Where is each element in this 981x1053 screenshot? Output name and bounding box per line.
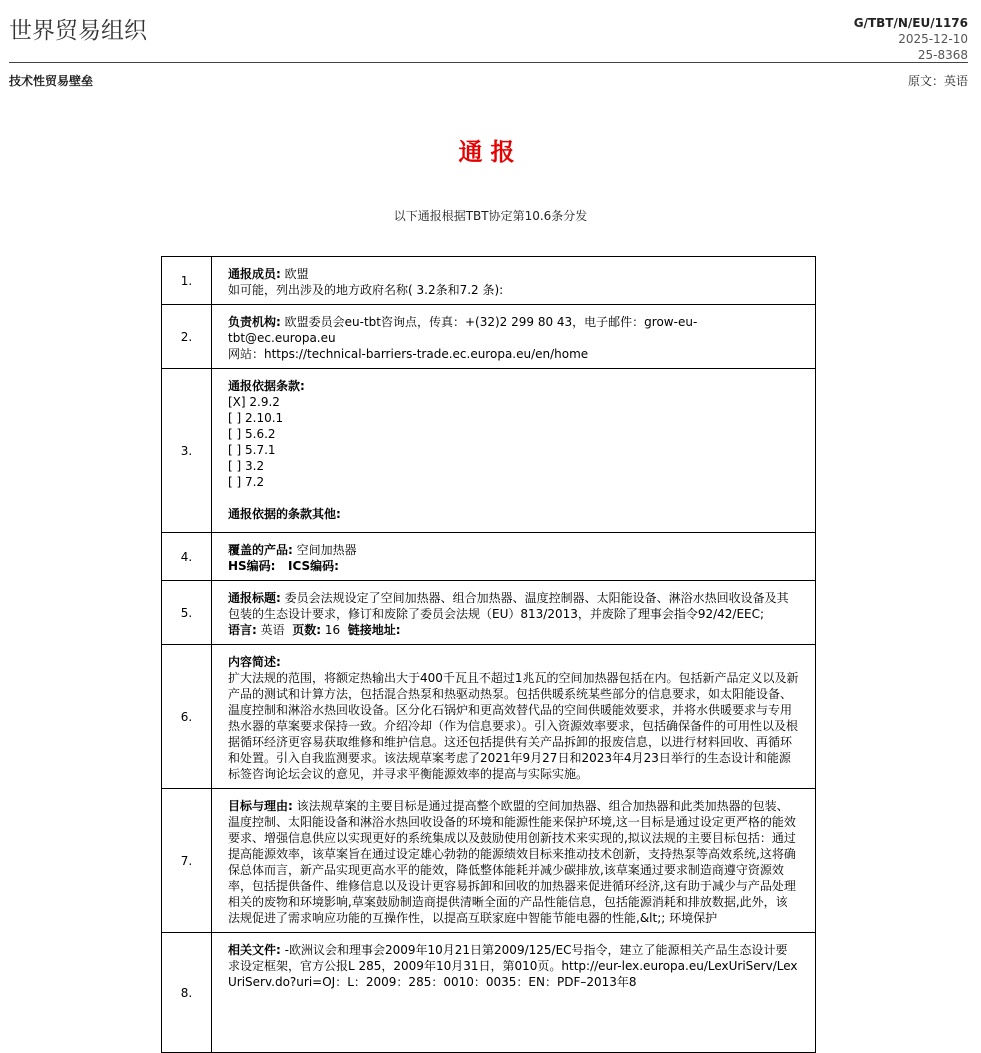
table-row xyxy=(162,581,816,645)
pages-value: 16 xyxy=(321,623,348,637)
field-label: 通报依据条款: xyxy=(228,379,305,393)
member-value: 欧盟 xyxy=(280,267,309,281)
field-label: 覆盖的产品: xyxy=(228,543,293,557)
hs-ics-codes: HS编码: ICS编码: xyxy=(228,559,339,573)
section-label: 技术性贸易壁垒 xyxy=(9,74,94,88)
title-value: 委员会法规设定了空间加热器、组合加热器、温度控制器、太阳能设备、淋浴水热回收设备及其包装的生态设计要求，修订和废除了委员会法规（EU）813/2013，并废除了理事会指令92/42/EEC; xyxy=(228,591,789,621)
description-text: 扩大法规的范围，将额定热输出大于400千瓦且不超过1兆瓦的空间加热器包括在内。包括新产品定义以及新产品的测试和计算方法，包括混合热泵和热驱动热泵。包括供暖系统某些部分的信息要求，如太阳能设备、温度控制和淋浴水热回收设备。区分化石锅炉和更高效替代品的空间供暖能效要求，并将水供暖要求与专用热水器的草案要求保持一致。介绍冷却（作为信息要求）。引入资源效率要求，包括确保备件的可用性以及根据循环经济更容易获取维修和维护信息。这还包括提供有关产品拆卸的报废信息，以进行材料回收、再循环和处置。引入自我监测要求。该法规草案考虑了2021年9月27日和2023年4月23日举行的生态设计和能源标签咨询论坛会议的意见，并寻求平衡能源效率的提高与实际实施。 xyxy=(228,671,799,781)
field-label: 通报成员: xyxy=(228,267,281,281)
table-row xyxy=(162,533,816,581)
org-title: 世界贸易组织 xyxy=(9,18,147,44)
language-value: 英语 xyxy=(256,623,293,637)
other-articles-label: 通报依据的条款其他: xyxy=(228,507,341,521)
row-content xyxy=(212,257,816,305)
article-item: [ ] 5.7.1 xyxy=(228,443,276,457)
article-item: [ ] 3.2 xyxy=(228,459,265,473)
doc-symbol: G/TBT/N/EU/1176 xyxy=(853,16,968,30)
local-gov-text: 如可能，列出涉及的地方政府名称( 3.2条和7.2 条): xyxy=(228,283,504,297)
article-item: [ ] 5.6.2 xyxy=(228,427,276,441)
agency-website: 网站：https://technical-barriers-trade.ec.europa.eu/en/home xyxy=(228,347,589,361)
notice-subtitle: 以下通报根据TBT协定第10.6条分发 xyxy=(393,209,588,223)
table-row xyxy=(162,933,816,1053)
row-number: 1. xyxy=(162,257,212,305)
table-row xyxy=(162,645,816,789)
doc-date: 2025-12-10 xyxy=(898,32,968,46)
row-number: 6. xyxy=(162,645,212,789)
article-item: [ ] 7.2 xyxy=(228,475,265,489)
field-label: 内容简述: xyxy=(228,655,281,669)
document-reference xyxy=(854,15,968,63)
objective-text: 该法规草案的主要目标是通过提高整个欧盟的空间加热器、组合加热器和此类加热器的包装、温度控制、太阳能设备和淋浴水热回收设备的环境和能源性能来保护环境,这一目标是通过设定更严格的能效要求、增强信息供应以实现更好的系统集成以及鼓励使用创新技术来实现的,拟议法规的主要目标包括：通过提高能源效率，该草案旨在通过设定雄心勃勃的能源绩效目标来推动技术创新，支持热泵等高效系统,这将确保总体而言，新产品实现更高水平的能效，降低整体能耗并减少碳排放,该草案通过要求制造商遵守资源效率，包括提供备件、维修信息以及设计更容易拆卸和回收的加热器来促进循环经济,这有助于减少与产品处理相关的废物和环境影响,草案鼓励制造商提供清晰全面的产品性能信息，包括能源消耗和排放数据,此外，该法规促进了需求响应功能的互操作性，以提高互联家庭中智能节能电器的性能,&lt;; 环境保护 xyxy=(228,799,796,925)
row-content xyxy=(212,645,816,789)
language-label: 语言: xyxy=(228,623,257,637)
products-value: 空间加热器 xyxy=(292,543,357,557)
field-label: 负责机构: xyxy=(228,315,281,329)
header-divider xyxy=(9,62,968,63)
spacer xyxy=(228,490,799,506)
agency-value: 欧盟委员会eu-tbt咨询点，传真：+(32)2 299 80 43，电子邮件：grow-eu-tbt@ec.europa.eu xyxy=(228,315,698,345)
field-label: 相关文件: xyxy=(228,943,281,957)
table-row xyxy=(162,305,816,369)
row-number: 4. xyxy=(162,533,212,581)
table-row xyxy=(162,789,816,933)
row-content xyxy=(212,305,816,369)
pages-label: 页数: xyxy=(292,623,322,637)
row-number: 7. xyxy=(162,789,212,933)
article-item: [ ] 2.10.1 xyxy=(228,411,284,425)
row-content xyxy=(212,369,816,533)
row-number: 5. xyxy=(162,581,212,645)
row-number: 8. xyxy=(162,933,212,1053)
doc-number: 25-8368 xyxy=(917,48,968,62)
notification-table xyxy=(161,256,816,1053)
row-content xyxy=(212,789,816,933)
row-number: 2. xyxy=(162,305,212,369)
field-label: 通报标题: xyxy=(228,591,281,605)
row-content xyxy=(212,533,816,581)
article-item: [X] 2.9.2 xyxy=(228,395,280,409)
link-label: 链接地址: xyxy=(347,623,401,637)
table-row xyxy=(162,257,816,305)
table-row xyxy=(162,369,816,533)
row-number: 3. xyxy=(162,369,212,533)
row-content xyxy=(212,933,816,1053)
original-language: 原文：英语 xyxy=(907,74,968,88)
related-docs-text: -欧洲议会和理事会2009年10月21日第2009/125/EC号指令，建立了能源相关产品生态设计要求设定框架，官方公报L 285，2009年10月31日，第010页。http://eur-lex.europa.eu/LexUriServ/LexUriServ.do?uri=OJ：L：2009：285：0010：0035：EN：PDF–2013年8 xyxy=(228,943,798,989)
notice-title: 通报 xyxy=(458,138,523,166)
field-label: 目标与理由: xyxy=(228,799,293,813)
row-content xyxy=(212,581,816,645)
